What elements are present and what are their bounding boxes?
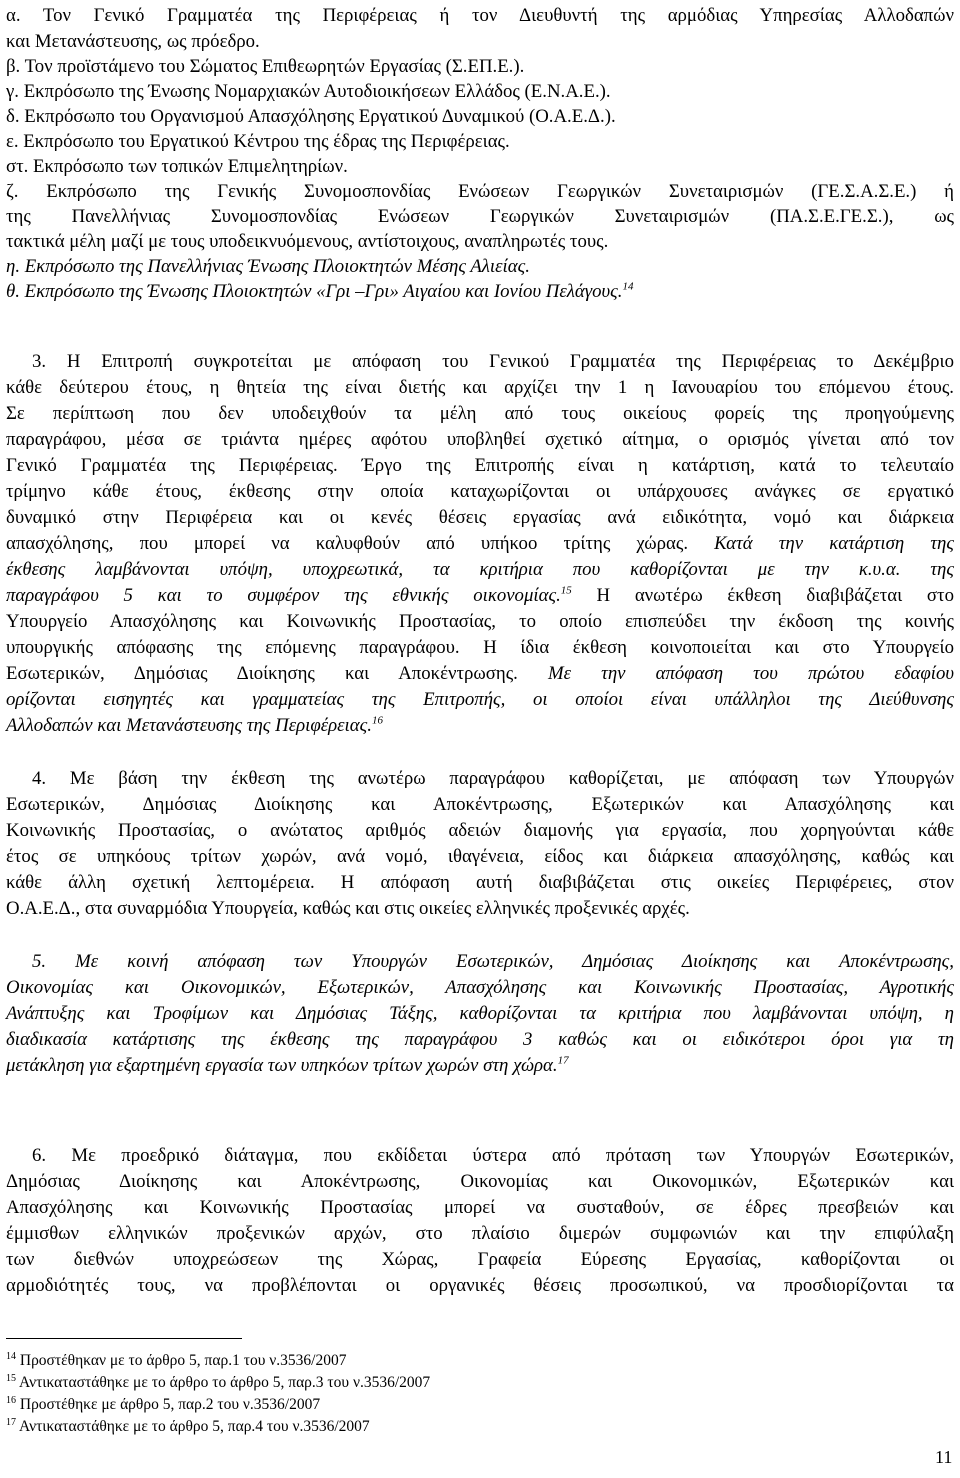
line-text: των διεθνών υποχρεώσεων της Χώρας, Γραφεία Εύρεσης Εργασίας, καθορίζονται οι — [6, 1249, 954, 1270]
line-text: κάθε δεύτερου έτους, η θητεία της είναι διετής και αρχίζει την 1 η Ιανουαρίου του επόμενου έτους. — [6, 377, 954, 398]
line-text: 5. Με κοινή απόφαση των Υπουργών Εσωτερικών, Δημόσιας Διοίκησης και Αποκέντρωσης, — [32, 951, 954, 972]
para6-line3 — [6, 1196, 954, 1220]
line-text: ορίζονται εισηγητές και γραμματείας της Επιτροπής, οι οποίοι είναι υπάλληλοι της Διεύθυνσης — [6, 689, 954, 710]
footnote-text: Προστέθηκε με άρθρο 5, παρ.2 του ν.3536/2007 — [19, 1396, 321, 1413]
line-text: Γενικό Γραμματέα της Περιφέρειας. Έργο της Επιτροπής είναι η κατάρτιση, κατά το τελευταίο — [6, 455, 954, 476]
footnote-text: Αντικαταστάθηκε με το άρθρο 5, παρ.4 του ν.3536/2007 — [19, 1418, 370, 1435]
line-text: Ο.Α.Ε.Δ., στα συναρμόδια Υπουργεία, καθώς και στις οικείες ελληνικές προξενικές αρχές. — [6, 898, 690, 919]
para3-line4 — [6, 428, 954, 452]
line-text: ζ. Εκπρόσωπο της Γενικής Συνομοσπονδίας Ενώσεων Γεωργικών Συνεταιρισμών (ΓΕ.Σ.Α.Σ.Ε.) ή — [6, 181, 954, 202]
footnote-number: 14 — [6, 1350, 16, 1362]
para3-line11 — [6, 610, 954, 634]
line-text: β. Τον προϊστάμενο του Σώματος Επιθεωρητών Εργασίας (Σ.ΕΠ.Ε.). — [6, 56, 525, 77]
para4-line3 — [6, 819, 954, 843]
line-text: 3. Η Επιτροπή συγκροτείται με απόφαση του Γενικού Γραμματέα της Περιφέρειας το Δεκέμβριο — [32, 351, 954, 372]
line-text-italic: Με την απόφαση του πρώτου εδαφίου — [517, 663, 954, 684]
para6-line2 — [6, 1170, 954, 1194]
line-text: Η ανωτέρω έκθεση διαβιβάζεται στο — [571, 585, 954, 606]
footnote-14 — [6, 1351, 346, 1371]
list-item-th — [6, 280, 633, 304]
line-text: παραγράφου, μέσα σε τριάντα ημέρες αφότου υποβληθεί σχετικό αίτημα, ο ορισμός γίνεται από τον — [6, 429, 954, 450]
para3-line15 — [6, 714, 383, 738]
line-text: έτος σε υπηκόους τρίτων χωρών, ανά νομό, ιθαγένεια, είδος και διάρκεια απασχόλησης, καθώς και — [6, 846, 954, 867]
list-item-a — [6, 4, 954, 28]
footnote-ref: 15 — [560, 584, 572, 597]
para5-line3 — [6, 1002, 954, 1026]
para3-line8 — [6, 532, 954, 556]
line-text: διαδικασία κατάρτισης της έκθεσης της παραγράφου 3 καθώς και οι ειδικότεροι όροι για τη — [6, 1029, 954, 1050]
line-text: 4. Με βάση την έκθεση της ανωτέρω παραγράφου καθορίζεται, με απόφαση των Υπουργών — [32, 768, 954, 789]
para4-line4 — [6, 845, 954, 869]
line-text: Εσωτερικών, Δημόσιας Διοίκησης και Αποκέντρωσης, Εξωτερικών και Απασχόλησης και — [6, 794, 954, 815]
para3-line14 — [6, 688, 954, 712]
para3-line2 — [6, 376, 954, 400]
line-text: η. Εκπρόσωπο της Πανελλήνιας Ένωσης Πλοιοκτητών Μέσης Αλιείας. — [6, 256, 530, 277]
para5-line5 — [6, 1054, 569, 1078]
line-text: τρίμηνο κάθε έτους, έκθεσης στην οποία καταχωρίζονται οι υπάρχουσες ανάγκες σε εργατικό — [6, 481, 954, 502]
list-item-z-cont2 — [6, 230, 608, 254]
footnote-number: 15 — [6, 1372, 16, 1384]
para3-line3 — [6, 402, 954, 426]
line-text: τακτικά μέλη μαζί με τους υποδεικνυόμενους, αντίστοιχους, αναπληρωτές τους. — [6, 231, 609, 252]
para3-line5 — [6, 454, 954, 478]
para6-line5 — [6, 1248, 954, 1272]
line-text: στ. Εκπρόσωπο των τοπικών Επιμελητηρίων. — [6, 156, 348, 177]
para4-line5 — [6, 871, 954, 895]
para6-line4 — [6, 1222, 954, 1246]
line-text: της Πανελλήνιας Συνομοσπονδίας Ενώσεων Γεωργικών Συνεταιρισμών (ΠΑ.Σ.Ε.ΓΕ.Σ.), ως — [6, 206, 954, 227]
list-item-b — [6, 55, 524, 79]
para3-line12 — [6, 636, 954, 660]
footnote-text: Προστέθηκαν με το άρθρο 5, παρ.1 του ν.3536/2007 — [19, 1352, 347, 1369]
line-text: Εσωτερικών, Δημόσιας Διοίκησης και Αποκέντρωσης. — [6, 663, 518, 684]
list-item-a-cont — [6, 30, 260, 54]
para5-line4 — [6, 1028, 954, 1052]
line-text: 6. Με προεδρικό διάταγμα, που εκδίδεται ύστερα από πρόταση των Υπουργών Εσωτερικών, — [32, 1145, 954, 1166]
line-text-italic: παραγράφου 5 και το συμφέρον της εθνικής οικονομίας. — [6, 585, 561, 606]
line-text: θ. Εκπρόσωπο της Ένωσης Πλοιοκτητών «Γρι –Γρι» Αιγαίου και Ιονίου Πελάγους. — [6, 281, 623, 302]
para6-line6 — [6, 1274, 954, 1298]
list-item-z-cont — [6, 205, 954, 229]
line-text: έκθεσης λαμβάνονται υπόψη, υποχρεωτικά, τα κριτήρια που καθορίζονται με την κ.υ.α. της — [6, 559, 954, 580]
line-text: γ. Εκπρόσωπο της Ένωσης Νομαρχιακών Αυτοδιοικήσεων Ελλάδος (Ε.Ν.Α.Ε.). — [6, 81, 611, 102]
para4-line1 — [32, 767, 954, 791]
line-text: υπουργικής απόφασης της επόμενης παραγράφου. Η ίδια έκθεση κοινοποιείται και στο Υπουργείο — [6, 637, 954, 658]
list-item-z — [6, 180, 954, 204]
para4-line2 — [6, 793, 954, 817]
line-text: Απασχόλησης και Κοινωνικής Προστασίας μπορεί να συσταθούν, σε έδρες πρεσβειών και — [6, 1197, 954, 1218]
footnote-ref: 16 — [371, 714, 383, 727]
footnote-17 — [6, 1417, 370, 1437]
footnote-number: 17 — [6, 1416, 16, 1428]
list-item-st — [6, 155, 348, 179]
line-text: Σε περίπτωση που δεν υποδειχθούν τα μέλη από τους οικείους φορείς της προηγούμενης — [6, 403, 954, 424]
footnote-16 — [6, 1395, 320, 1415]
line-text: α. Τον Γενικό Γραμματέα της Περιφέρειας ή τον Διευθυντή της αρμόδιας Υπηρεσίας Αλλοδαπών — [6, 5, 954, 26]
para6-line1 — [32, 1144, 954, 1168]
page-number: 11 — [935, 1447, 953, 1467]
para3-line9 — [6, 558, 954, 582]
footnote-number: 16 — [6, 1394, 16, 1406]
line-text: μετάκληση για εξαρτημένη εργασία των υπηκόων τρίτων χωρών στη χώρα. — [6, 1055, 558, 1076]
line-text: Κοινωνικής Προστασίας, ο ανώτατος αριθμός αδειών διαμονής για εργασία, που χορηγούνται κάθε — [6, 820, 954, 841]
footnote-separator — [6, 1338, 242, 1339]
line-text: Αλλοδαπών και Μετανάστευσης της Περιφέρειας. — [6, 715, 372, 736]
list-item-c — [6, 80, 611, 104]
footnote-text: Αντικαταστάθηκε με το άρθρο το άρθρο 5, παρ.3 του ν.3536/2007 — [19, 1374, 431, 1391]
para3-line7 — [6, 506, 954, 530]
line-text: Δημόσιας Διοίκησης και Αποκέντρωσης, Οικονομίας και Οικονομικών, Εξωτερικών και — [6, 1171, 954, 1192]
para3-line1 — [32, 350, 954, 374]
line-text: απασχόλησης, που μπορεί να καλυφθούν από υπήκοο τρίτης χώρας. — [6, 533, 689, 554]
line-text: δυναμικό στην Περιφέρεια και οι κενές θέσεις εργασίας ανά ειδικότητα, νομό και διάρκεια — [6, 507, 954, 528]
list-item-h — [6, 255, 530, 279]
footnote-ref: 14 — [622, 280, 634, 293]
footnote-ref: 17 — [557, 1054, 569, 1067]
para5-line1 — [32, 950, 954, 974]
line-text: Υπουργείο Απασχόλησης και Κοινωνικής Προστασίας, το οποίο επισπεύδει την έκδοση της κοινής — [6, 611, 954, 632]
para3-line6 — [6, 480, 954, 504]
line-text: και Μετανάστευσης, ως πρόεδρο. — [6, 31, 260, 52]
para5-line2 — [6, 976, 954, 1000]
line-text-italic: Κατά την κατάρτιση της — [714, 533, 954, 554]
para3-line13 — [6, 662, 954, 686]
line-text: Ανάπτυξης και Τροφίμων και Δημόσιας Τάξης, καθορίζονται τα κριτήρια που λαμβάνονται υπόψη, η — [6, 1003, 954, 1024]
list-item-e — [6, 130, 510, 154]
line-text: ε. Εκπρόσωπο του Εργατικού Κέντρου της έδρας της Περιφέρειας. — [6, 131, 510, 152]
list-item-d — [6, 105, 616, 129]
line-text: κάθε άλλη σχετική λεπτομέρεια. Η απόφαση αυτή διαβιβάζεται στις οικείες Περιφέρειες, στον — [6, 872, 954, 893]
footnote-15 — [6, 1373, 430, 1393]
line-text: αρμοδιότητές τους, να προβλέπονται οι οργανικές θέσεις προσωπικού, να προσδιορίζονται τα — [6, 1275, 954, 1296]
para4-line6 — [6, 897, 690, 921]
line-text: έμμισθων ελληνικών προξενικών αρχών, στο πλαίσιο διμερών συμφωνιών και την επιφύλαξη — [6, 1223, 954, 1244]
para3-line10 — [6, 584, 954, 608]
line-text: δ. Εκπρόσωπο του Οργανισμού Απασχόλησης Εργατικού Δυναμικού (Ο.Α.Ε.Δ.). — [6, 106, 616, 127]
line-text: Οικονομίας και Οικονομικών, Εξωτερικών, Απασχόλησης και Κοινωνικής Προστασίας, Αγροτικής — [6, 977, 954, 998]
